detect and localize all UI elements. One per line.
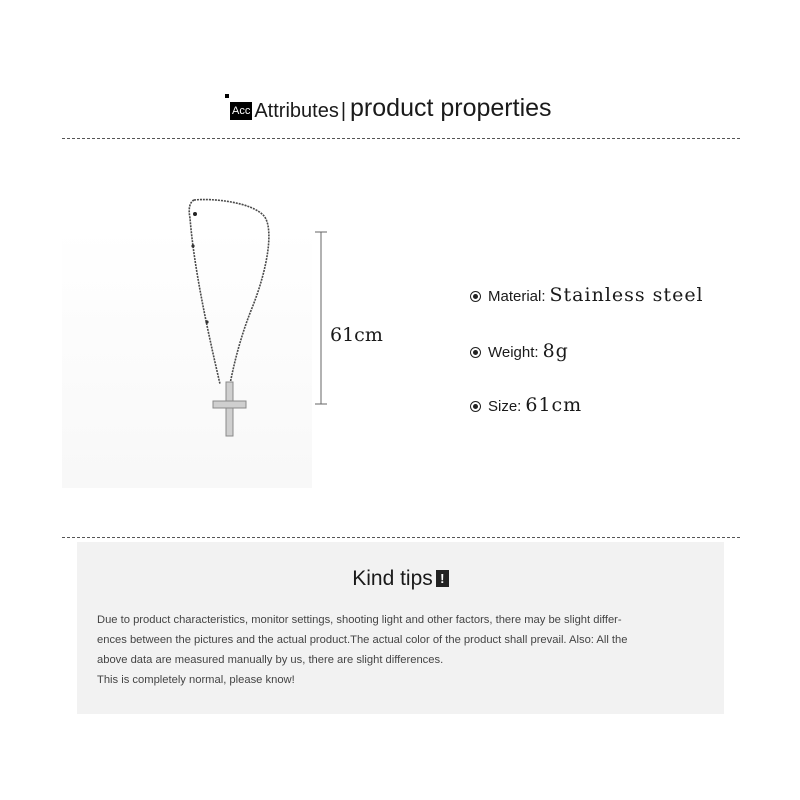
tips-line: ences between the pictures and the actual product.The actual color of the product shall prevail. Also: All the xyxy=(97,634,628,646)
attribute-size xyxy=(470,394,582,416)
header-dot xyxy=(225,94,229,98)
attribute-weight xyxy=(470,340,569,362)
bullet-icon xyxy=(470,291,481,302)
bottom-divider xyxy=(62,537,740,538)
length-label: 61cm xyxy=(330,324,383,346)
length-measure xyxy=(314,230,328,406)
page-title: product properties xyxy=(350,94,552,122)
attribute-value: Stainless steel xyxy=(549,284,704,306)
top-divider xyxy=(62,138,740,139)
attribute-material xyxy=(470,284,704,306)
kind-tips-heading xyxy=(77,567,724,591)
section-header xyxy=(224,94,552,122)
necklace-photo xyxy=(62,188,312,488)
attribute-value: 8g xyxy=(542,340,569,362)
attribute-key: Size: xyxy=(488,398,522,415)
header-badge: Acc xyxy=(230,102,252,120)
exclamation-icon: ! xyxy=(436,570,449,587)
attribute-key: Weight: xyxy=(488,344,539,361)
kind-tips-panel xyxy=(77,542,724,714)
tips-line: Due to product characteristics, monitor settings, shooting light and other factors, there may be slight differ- xyxy=(97,614,622,626)
kind-tips-text xyxy=(97,610,709,690)
header-label: Attributes xyxy=(254,100,339,122)
bullet-icon xyxy=(470,401,481,412)
tips-line: above data are measured manually by us, there are slight differences. xyxy=(97,654,444,666)
kind-tips-title: Kind tips xyxy=(352,567,433,590)
attribute-value: 61cm xyxy=(525,394,583,416)
tips-line: This is completely normal, please know! xyxy=(97,674,295,686)
attribute-key: Material: xyxy=(488,288,546,305)
bullet-icon xyxy=(470,347,481,358)
header-separator: | xyxy=(340,100,347,122)
